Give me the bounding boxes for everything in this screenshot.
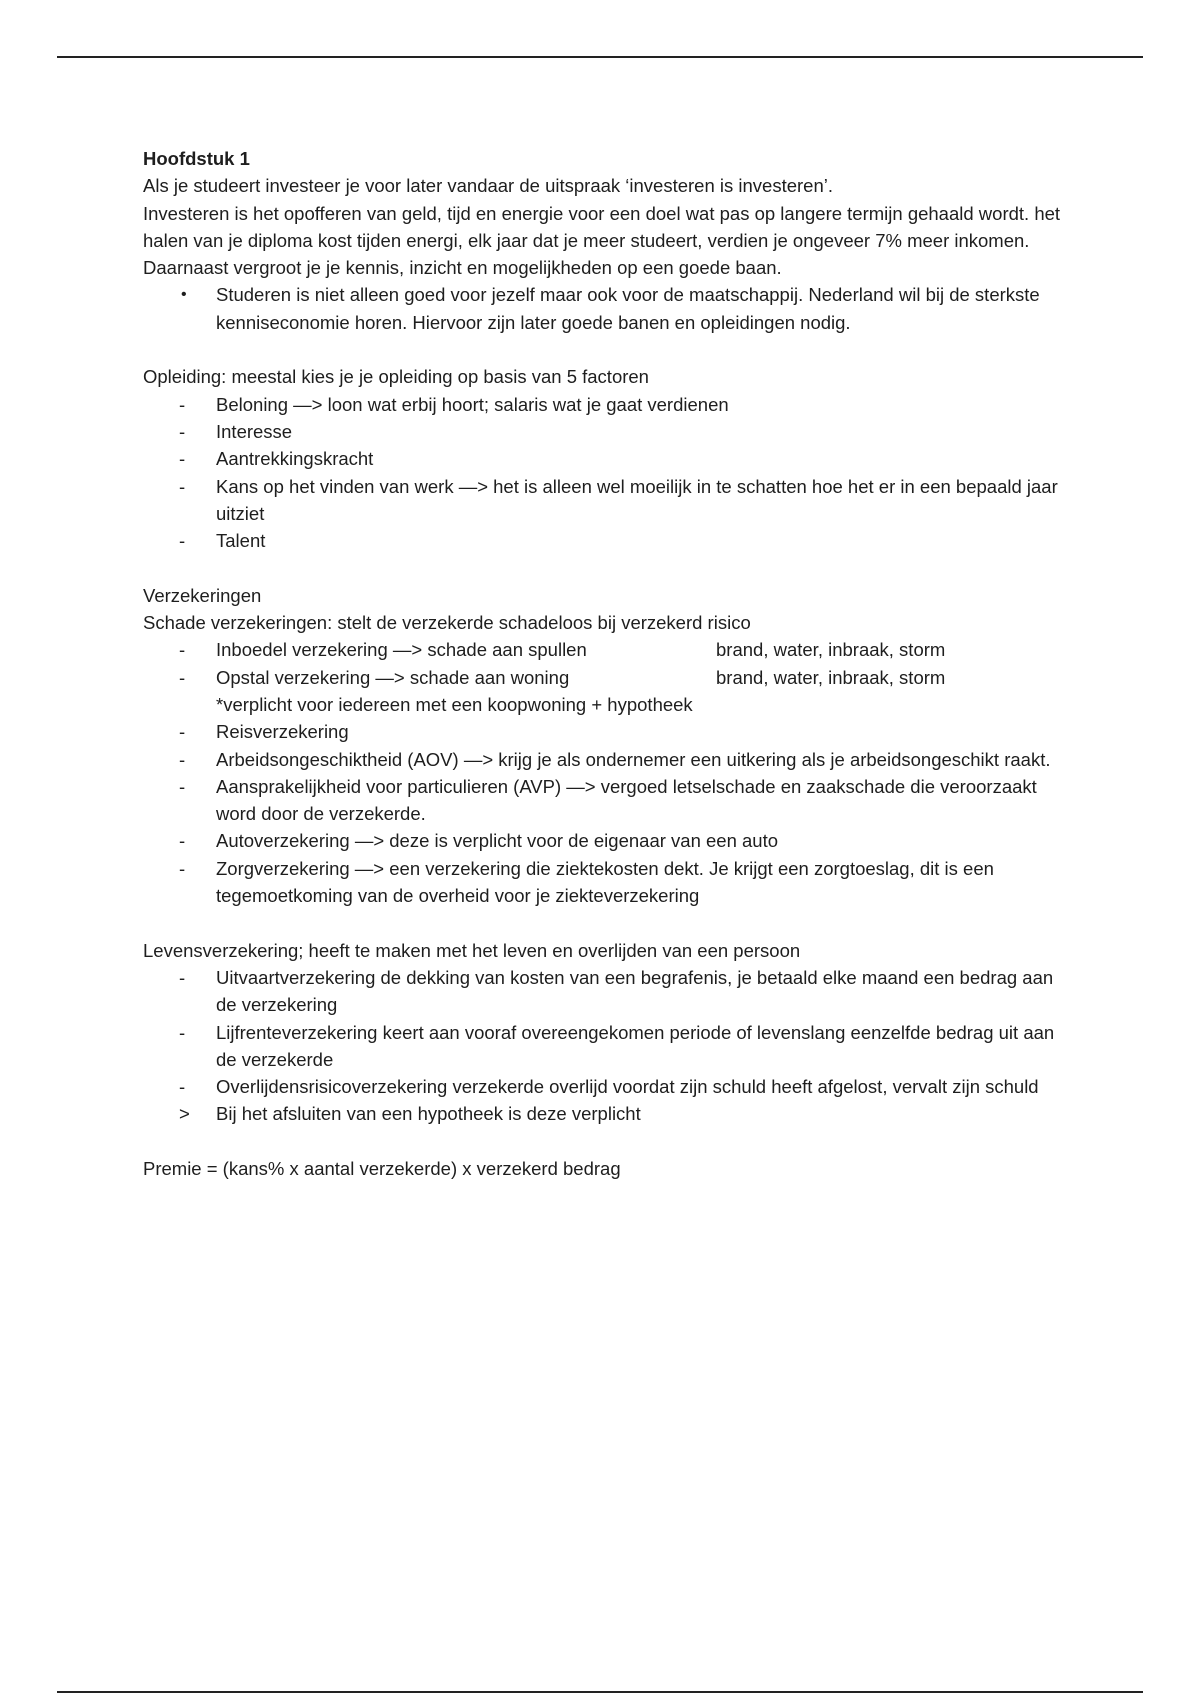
list-item xyxy=(143,445,1063,472)
leven-title: Levensverzekering; heeft te maken met het leven en overlijden van een persoon xyxy=(143,939,801,961)
intro-paragraph: Investeren is het opofferen van geld, tijd en energie voor een doel wat pas op langere termijn gehaald wordt. het halen van je diploma kost tijden energi, elk jaar dat je meer studeert, verdien je ongeveer 7% meer inkomen. Daarnaast vergroot je je kennis, inzicht en mogelijkheden op een goede baan. xyxy=(143,202,1066,279)
intro-line: Als je studeert investeer je voor later vandaar de uitspraak ‘investeren is investeren’. xyxy=(143,175,833,197)
list-item xyxy=(143,746,1063,773)
dash-marker: - xyxy=(179,721,186,743)
risk-list: brand, water, inbraak, storm xyxy=(716,639,946,661)
list-item-text: Overlijdensrisicoverzekering verzekerde overlijd voordat zijn schuld heeft afgelost, vervalt zijn schuld xyxy=(216,1076,1039,1098)
list-item xyxy=(143,773,1063,828)
spacer xyxy=(143,554,1063,581)
dash-marker: - xyxy=(179,1076,186,1098)
chapter-heading: Hoofdstuk 1 xyxy=(143,148,250,169)
spacer xyxy=(143,336,1063,363)
dash-marker: - xyxy=(179,775,186,797)
dash-marker: - xyxy=(179,420,186,442)
header-rule xyxy=(57,56,1143,58)
dash-marker: - xyxy=(179,830,186,852)
dash-marker: - xyxy=(179,666,186,688)
list-item-text: Aantrekkingskracht xyxy=(216,448,374,470)
list-item-text: Aansprakelijkheid voor particulieren (AVP) —> vergoed letselschade en zaakschade die veroorzaakt word door de verzekerde. xyxy=(216,775,1037,825)
list-item xyxy=(143,855,1063,910)
footer-rule xyxy=(57,1691,1143,1693)
spacer xyxy=(143,909,1063,936)
list-item-text: Arbeidsongeschiktheid (AOV) —> krijg je als ondernemer een uitkering als je arbeidsongeschikt raakt. xyxy=(216,748,1051,770)
risk-list: brand, water, inbraak, storm xyxy=(716,666,946,688)
arrow-item xyxy=(143,1100,1063,1127)
list-item xyxy=(143,827,1063,854)
premie-formula: Premie = (kans% x aantal verzekerde) x verzekerd bedrag xyxy=(143,1157,621,1179)
schade-title: Schade verzekeringen: stelt de verzekerde schadeloos bij verzekerd risico xyxy=(143,612,751,634)
bullet-text: Studeren is niet alleen goed voor jezelf maar ook voor de maatschappij. Nederland wil bij de sterkste kenniseconomie horen. Hiervoor zijn later goede banen en opleidingen nodig. xyxy=(216,284,1040,333)
list-item-text: Interesse xyxy=(216,420,293,442)
dash-marker: - xyxy=(179,475,186,497)
list-item-text: Inboedel verzekering —> schade aan spullen xyxy=(216,639,587,661)
list-item-text: Lijfrenteverzekering keert aan vooraf overeengekomen periode of levenslang eenzelfde bedrag uit aan de verzekerde xyxy=(216,1021,1055,1070)
list-item-text: Uitvaartverzekering de dekking van kosten van een begrafenis, je betaald elke maand een bedrag aan de verzekering xyxy=(216,966,1054,1016)
dash-marker: - xyxy=(179,530,186,552)
opstal-note xyxy=(143,691,1063,718)
dash-marker: - xyxy=(179,1021,186,1043)
list-item xyxy=(143,718,1063,745)
document-body xyxy=(143,145,1066,1182)
bullet-item xyxy=(143,281,1063,336)
list-item xyxy=(143,527,1063,554)
list-item xyxy=(143,964,1063,1019)
list-item xyxy=(143,473,1063,528)
note-text: *verplicht voor iedereen met een koopwoning + hypotheek xyxy=(216,693,693,715)
list-item-inboedel xyxy=(143,636,1063,663)
list-item-text: Autoverzekering —> deze is verplicht voor de eigenaar van een auto xyxy=(216,830,779,852)
list-item-text: Talent xyxy=(216,530,266,552)
list-item-text: Opstal verzekering —> schade aan woning xyxy=(216,666,570,688)
dash-marker: - xyxy=(179,448,186,470)
list-item-text: Reisverzekering xyxy=(216,721,349,743)
verzekeringen-title: Verzekeringen xyxy=(143,584,262,606)
spacer xyxy=(143,1128,1063,1155)
arrow-item-text: Bij het afsluiten van een hypotheek is deze verplicht xyxy=(216,1103,641,1125)
dash-marker: - xyxy=(179,857,186,879)
list-item-text: Zorgverzekering —> een verzekering die ziektekosten dekt. Je krijgt een zorgtoeslag, dit is een tegemoetkoming van de overheid voor je ziekteverzekering xyxy=(216,857,994,907)
dash-marker: - xyxy=(179,748,186,770)
opleiding-title: Opleiding: meestal kies je je opleiding op basis van 5 factoren xyxy=(143,366,649,388)
list-item-opstal xyxy=(143,664,1063,691)
list-item xyxy=(143,391,1063,418)
list-item xyxy=(143,1073,1063,1100)
list-item xyxy=(143,418,1063,445)
dash-marker: - xyxy=(179,393,186,415)
bullet-marker: • xyxy=(181,286,187,304)
dash-marker: - xyxy=(179,639,186,661)
arrow-marker: > xyxy=(179,1103,190,1125)
list-item-text: Kans op het vinden van werk —> het is alleen wel moeilijk in te schatten hoe het er in een bepaald jaar uitziet xyxy=(216,475,1058,524)
list-item-text: Beloning —> loon wat erbij hoort; salaris wat je gaat verdienen xyxy=(216,393,729,415)
list-item xyxy=(143,1019,1063,1074)
dash-marker: - xyxy=(179,966,186,988)
